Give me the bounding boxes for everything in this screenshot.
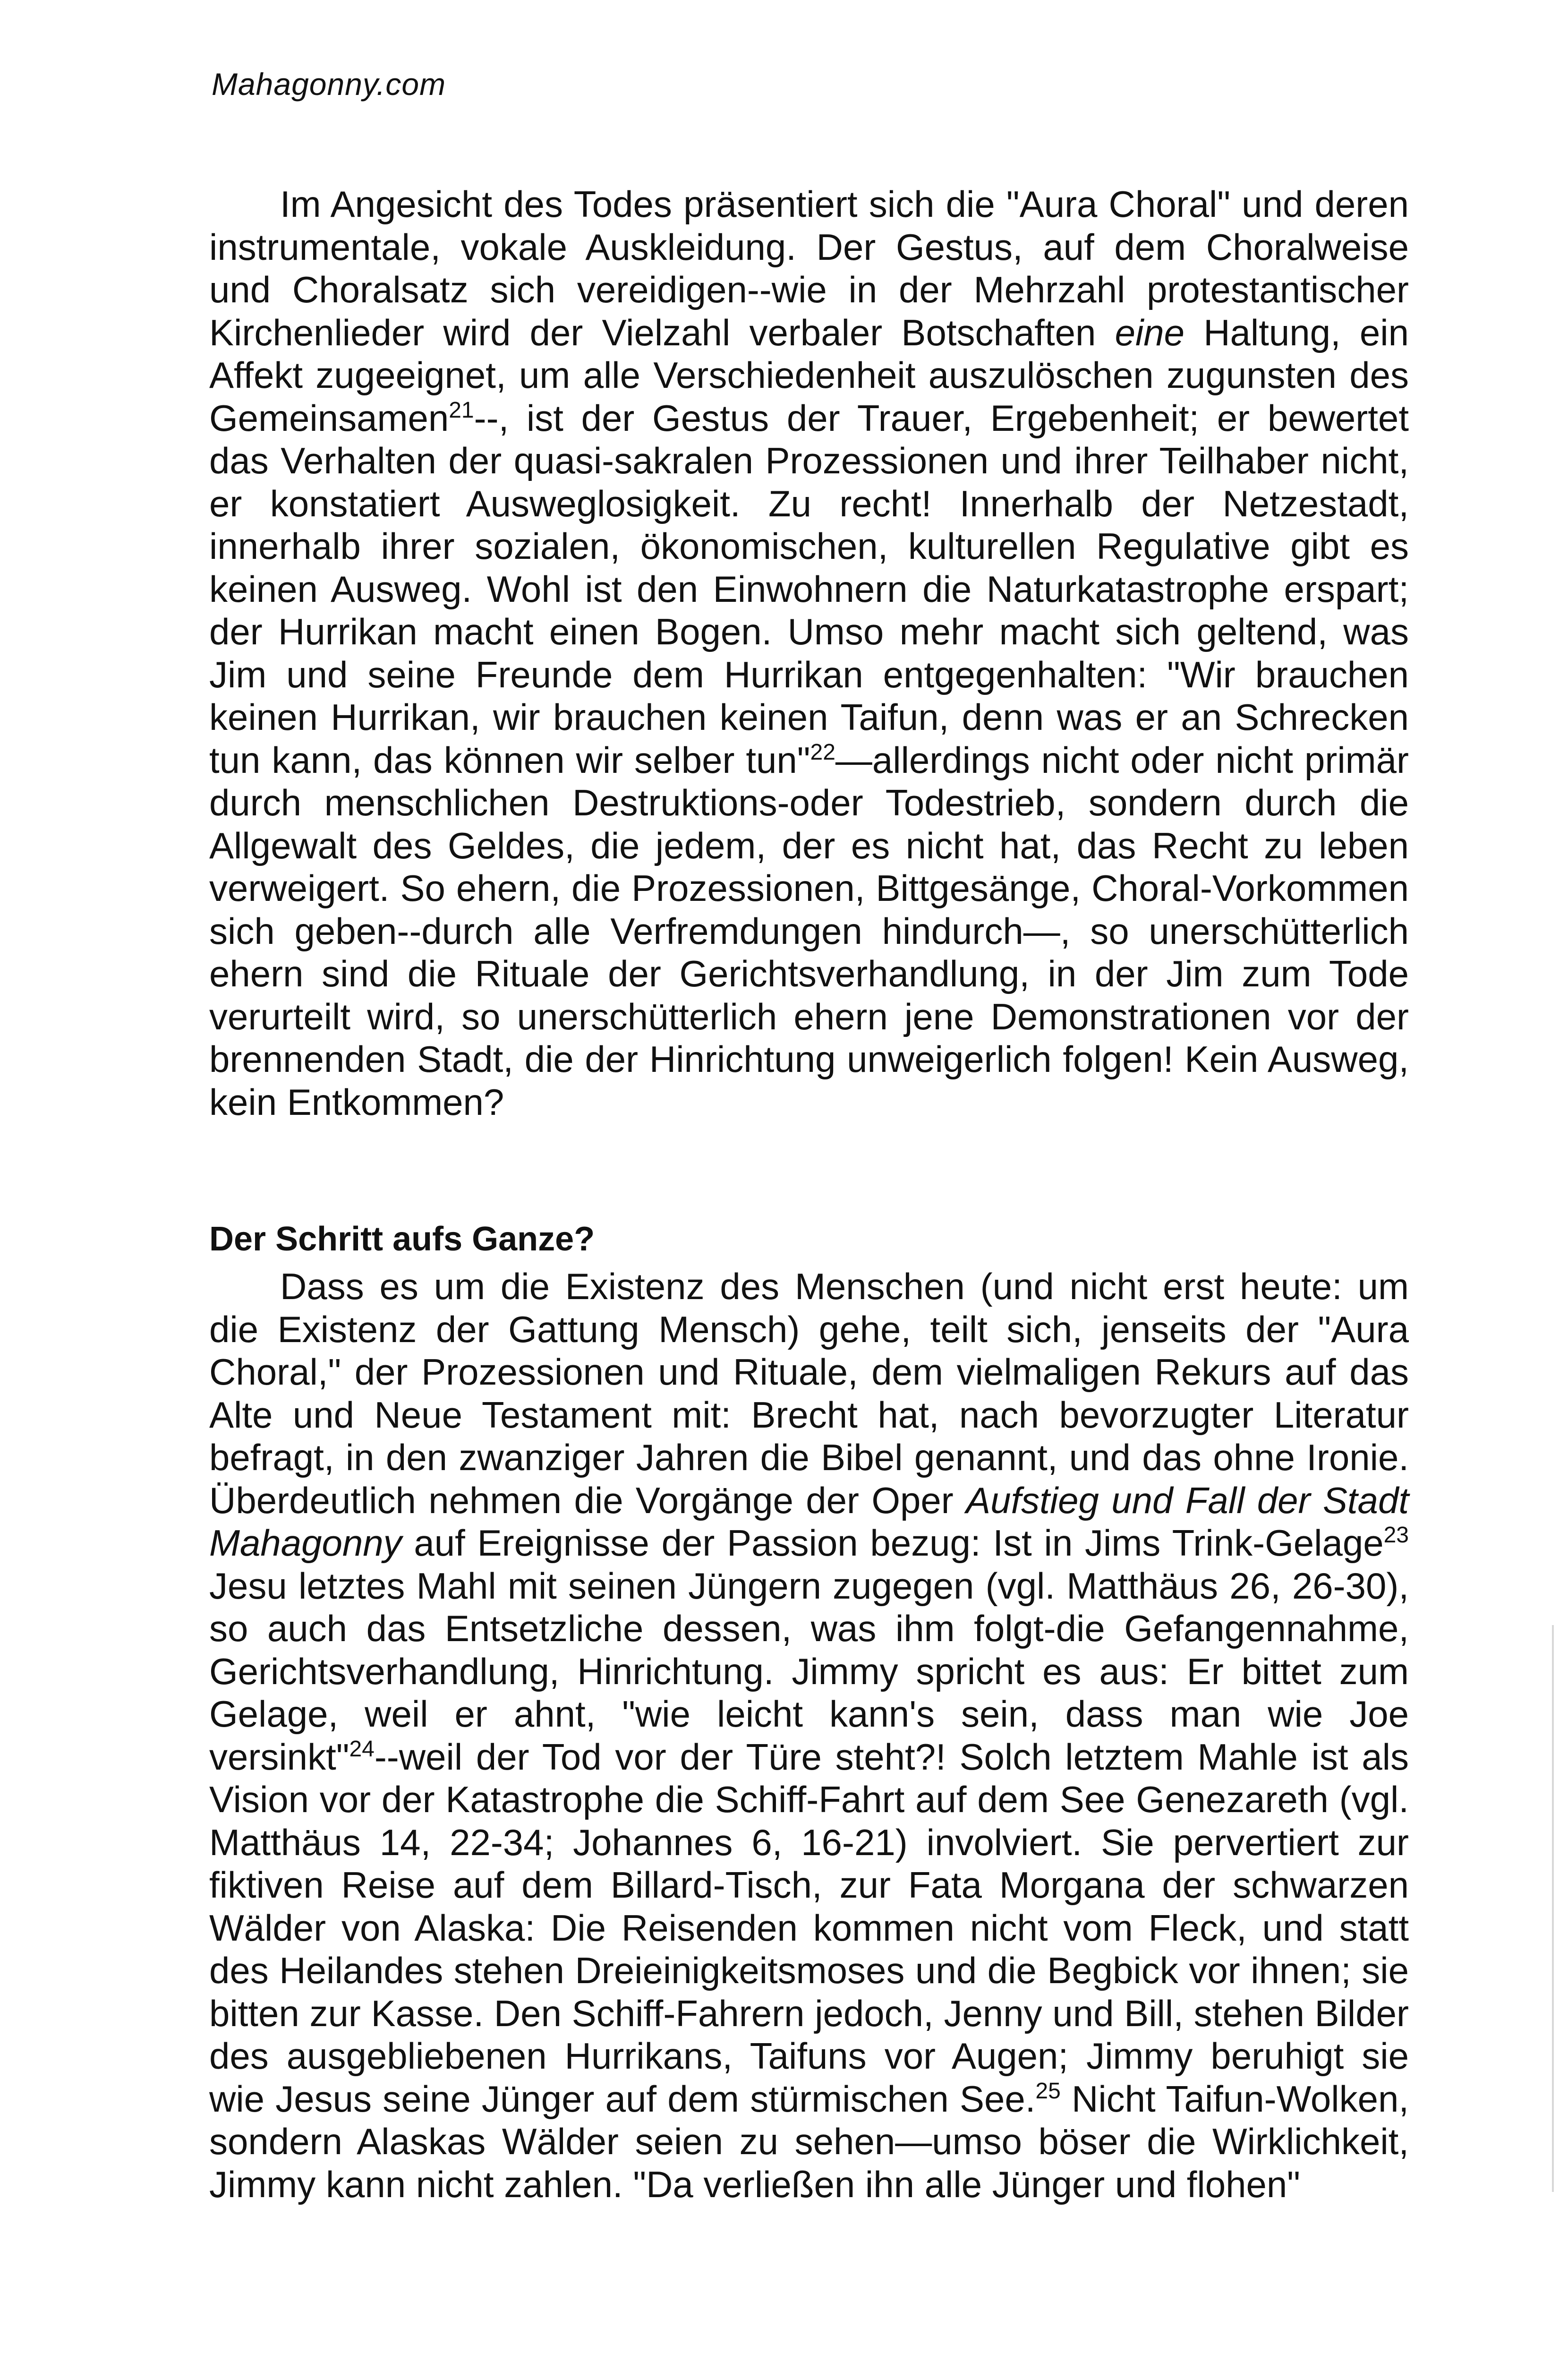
paragraph-2-text-4: --weil der Tod vor der Türe steht?! Solch letztem Mahle ist als Vision vor der Katastrophe die Schiff-Fahrt auf dem See Genezareth (vgl. Matthäus 14, 22-34; Johannes 6, 16-21) involviert. Sie pervertiert zur fiktiven Reise auf dem Billard-Tisch, zur Fata Morgana der schwarzen Wälder von Alaska: Die Reisenden kommen nicht vom Fleck, und statt des Heilandes stehen Dreieinigkeitsmoses und die Begbick vor ihnen; sie bitten zur Kasse. Den Schiff-Fahrern jedoch, Jenny und Bill, stehen Bilder des ausgebliebenen Hurrikans, Taifuns vor Augen; Jimmy beruhigt sie wie Jesus seine Jünger auf dem stürmischen See. <box>209 1736 1409 2120</box>
paragraph-1-text-4: —allerdings nicht oder nicht primär durch menschlichen Destruktions-oder Todestrieb, sondern durch die Allgewalt des Geldes, die jedem, der es nicht hat, das Recht zu leben verweigert. So ehern, die Prozessionen, Bittgesänge, Choral-Vorkommen sich geben--durch alle Verfremdungen hindurch—, so unerschütterlich ehern sind die Rituale der Gerichtsverhandlung, in der Jim zum Tode verurteilt wird, so unerschütterlich ehern jene Demonstrationen vor der brennenden Stadt, die der Hinrichtung unweigerlich folgen! Kein Ausweg, kein Entkommen? <box>209 739 1409 1123</box>
footnote-ref-22: 22 <box>810 739 835 765</box>
footnote-ref-25: 25 <box>1035 2078 1061 2104</box>
footnote-ref-21: 21 <box>449 397 474 423</box>
paragraph-2-text-2: auf Ereignisse der Passion bezug: Ist in Jims Trink-Gelage <box>401 1522 1384 1564</box>
running-title: Mahagonny.com <box>212 67 446 102</box>
paragraph-1-text-3: --, ist der Gestus der Trauer, Ergebenheit; er bewertet das Verhalten der quasi-sakralen Prozessionen und ihrer Teilhaber nicht, er konstatiert Ausweglosigkeit. Zu recht! Innerhalb der Netzestadt, innerhalb ihrer sozialen, ökonomischen, kulturellen Regulative gibt es keinen Ausweg. Wohl ist den Einwohnern die Naturkatastrophe erspart; der Hurrikan macht einen Bogen. Umso mehr macht sich geltend, was Jim und seine Freunde dem Hurrikan entgegenhalten: "Wir brauchen keinen Hurrikan, wir brauchen keinen Taifun, denn was er an Schrecken tun kann, das können wir selber tun" <box>209 397 1409 781</box>
paragraph-1-text-1: Im Angesicht des Todes präsentiert sich die "Aura Choral" und deren instrumentale, vokale Auskleidung. Der Gestus, auf dem Choralweise und Choralsatz sich vereidigen--wie in der Mehrzahl protestantischer Kirchenlieder wird der Vielzahl verbaler Botschaften <box>209 183 1409 353</box>
paragraph-2-text-5: Nicht Taifun-Wolken, sondern Alaskas Wälder seien zu sehen—umso böser die Wirklichkeit, Jimmy kann nicht zahlen. "Da verließen ihn alle Jünger und flohen" <box>209 2078 1409 2205</box>
paragraph-1-emphasis: eine <box>1115 311 1185 353</box>
paragraph-1 <box>209 183 1409 1123</box>
paragraph-2 <box>209 1265 1409 2206</box>
footnote-ref-24: 24 <box>349 1736 375 1762</box>
scan-edge-line <box>1552 1625 1554 2192</box>
body-text-block-1 <box>209 183 1409 1123</box>
paragraph-1-text-2: Haltung, ein Affekt zugeeignet, um alle Verschiedenheit auszulöschen zugunsten des Gemeinsamen <box>209 311 1409 439</box>
paragraph-2-text-1: Dass es um die Existenz des Menschen (und nicht erst heute: um die Existenz der Gattung Mensch) gehe, teilt sich, jenseits der "Aura Choral," der Prozessionen und Rituale, dem vielmaligen Rekurs auf das Alte und Neue Testament mit: Brecht hat, nach bevorzugter Literatur befragt, in den zwanziger Jahren die Bibel genannt, und das ohne Ironie. Überdeutlich nehmen die Vorgänge der Oper <box>209 1266 1409 1521</box>
section-heading: Der Schritt aufs Ganze? <box>209 1220 595 1258</box>
paragraph-2-text-3: Jesu letztes Mahl mit seinen Jüngern zugegen (vgl. Matthäus 26, 26-30), so auch das Entsetzliche dessen, was ihm folgt-die Gefangennahme, Gerichtsverhandlung, Hinrichtung. Jimmy spricht es aus: Er bittet zum Gelage, weil er ahnt, "wie leicht kann's sein, dass man wie Joe versinkt" <box>209 1565 1409 1778</box>
body-text-block-2 <box>209 1265 1409 2206</box>
opera-title-emphasis: Aufstieg und Fall der Stadt Mahagonny <box>209 1479 1409 1564</box>
footnote-ref-23: 23 <box>1383 1523 1409 1548</box>
